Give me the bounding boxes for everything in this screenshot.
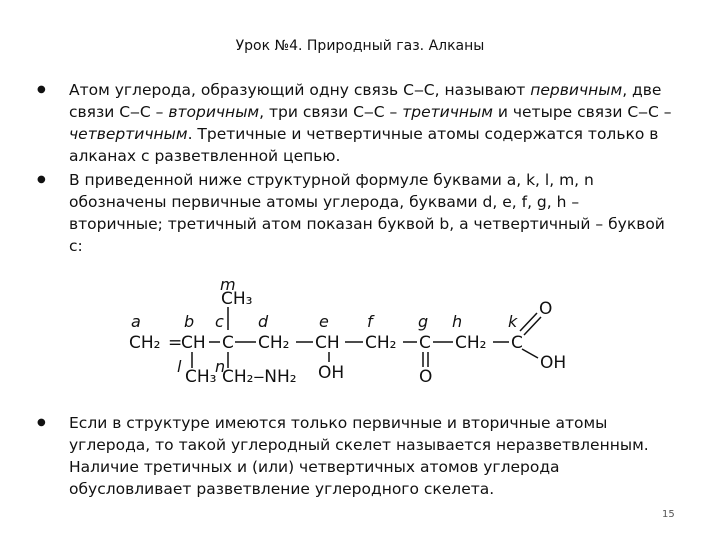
term-tertiary: третичным — [402, 103, 493, 121]
label-m: m — [220, 275, 236, 294]
bullet-dot-icon: ● — [37, 174, 46, 185]
bullet-text: , две связи С‒С – — [69, 81, 662, 121]
label-a: a — [131, 312, 141, 331]
group-ch2-d: CH₂ — [258, 333, 290, 353]
label-f: f — [367, 312, 373, 331]
bullet-text: и четыре связи С‒С – — [492, 103, 672, 121]
label-n: n — [215, 357, 226, 376]
group-oh-e: OH — [318, 363, 345, 383]
bullet-item-formula-intro — [37, 169, 677, 257]
bullet-text: Атом углерода, образующий одну связь С‒С, называют — [69, 81, 531, 99]
bullet-item-unbranched — [37, 412, 677, 500]
bullet-text: В приведенной ниже структурной формуле буквами a, k, l, m, n обозначены первичные атомы углерода, буквами d, e, f, g, h – вторичные; третичный атом показан буквой b, а четвертичный – буквой c: — [69, 171, 665, 255]
bullet-item-atom-types — [37, 79, 677, 167]
group-ch2-h: CH₂ — [455, 333, 487, 353]
bond-k-o-2 — [524, 317, 541, 335]
label-k: k — [508, 312, 518, 331]
term-primary: первичным — [530, 81, 623, 99]
label-b: b — [184, 312, 195, 331]
page-number: 15 — [662, 509, 675, 520]
bullet-text: , три связи С‒С – — [259, 103, 403, 121]
term-secondary: вторичным — [168, 103, 260, 121]
group-o-k: O — [539, 299, 553, 319]
group-ch3-l: CH₃ — [185, 367, 217, 387]
bullet-list-bottom — [37, 412, 677, 500]
group-c-c: C — [222, 333, 234, 353]
formula-bonds — [192, 307, 541, 368]
label-d: d — [258, 312, 269, 331]
bond-k-o-1 — [520, 313, 537, 331]
group-ch2nh2: CH₂‒NH₂ — [222, 367, 297, 387]
bond-k-oh — [522, 349, 538, 358]
group-ch-e: CH — [315, 333, 340, 353]
label-g: g — [418, 312, 429, 331]
group-ch2-f: CH₂ — [365, 333, 397, 353]
group-o-g: O — [419, 367, 433, 387]
label-e: e — [319, 312, 329, 331]
label-c: c — [215, 312, 224, 331]
term-quaternary: четвертичным — [69, 125, 188, 143]
bullet-text: . Третичные и четвертичные атомы содержатся только в алканах с разветвленной цепью. — [69, 125, 659, 165]
group-c-k: C — [511, 333, 523, 353]
group-ch2-a: CH₂ — [129, 333, 161, 353]
bullet-dot-icon: ● — [37, 84, 46, 95]
label-l: l — [177, 357, 182, 376]
group-oh-k: OH — [540, 353, 567, 373]
group-c-g: C — [419, 333, 431, 353]
slide-title: Урок №4. Природный газ. Алканы — [235, 38, 485, 54]
bullet-dot-icon: ● — [37, 417, 46, 428]
group-ch3-m: CH₃ — [221, 289, 253, 309]
double-bond-sign: = — [168, 333, 183, 353]
label-h: h — [452, 312, 463, 331]
bullet-text: Если в структуре имеются только первичные и вторичные атомы углерода, то такой углеродный скелет называется неразветвленным. Наличие третичных и (или) четвертичных атомов углерода обусловливает разветвление углеродного скелета. — [69, 414, 649, 498]
bullet-list-top — [37, 79, 677, 257]
group-ch-b: CH — [181, 333, 206, 353]
